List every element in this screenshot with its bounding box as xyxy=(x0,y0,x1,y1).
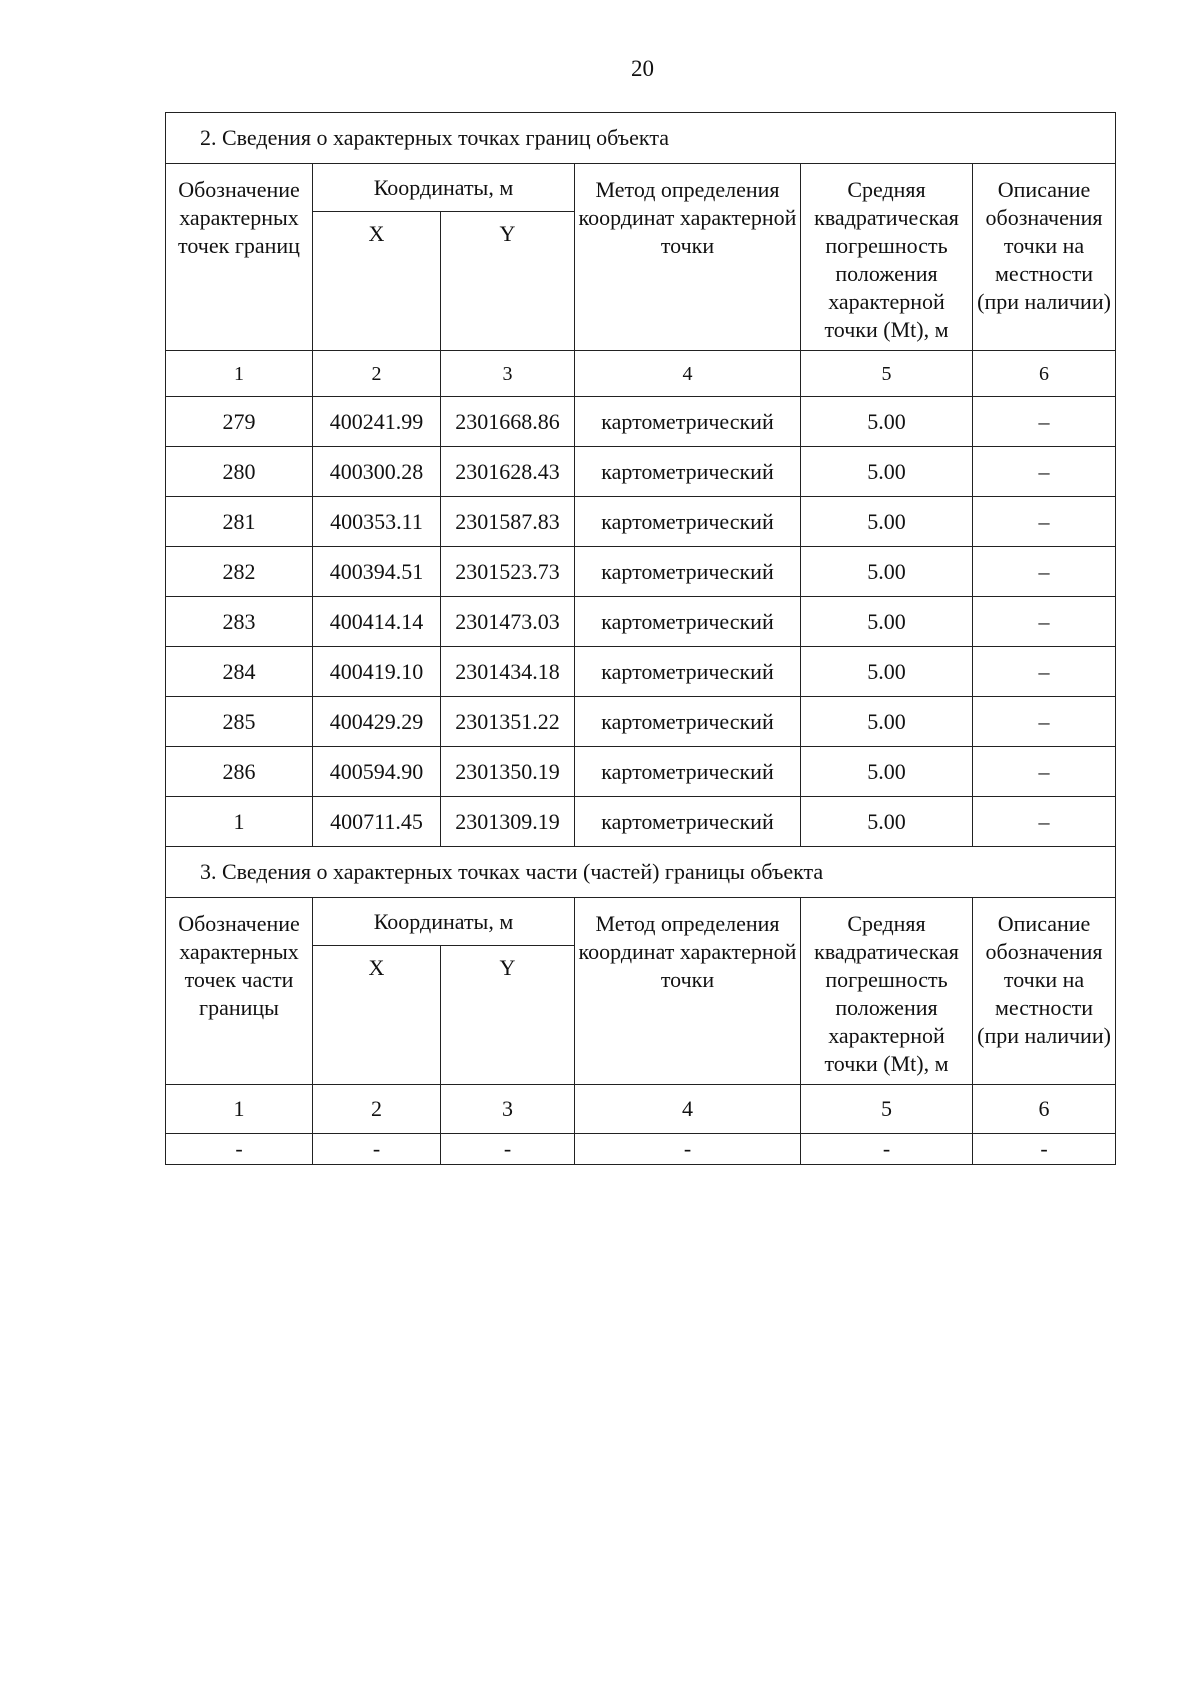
column-number: 4 xyxy=(575,351,801,397)
cell-error: 5.00 xyxy=(801,797,973,847)
cell-point: 283 xyxy=(166,597,313,647)
header-x: X xyxy=(313,946,441,1085)
cell-y: 2301628.43 xyxy=(441,447,575,497)
cell-point: 286 xyxy=(166,747,313,797)
column-number: 3 xyxy=(441,1085,575,1134)
cell-x: 400711.45 xyxy=(313,797,441,847)
cell-x: 400353.11 xyxy=(313,497,441,547)
empty-row xyxy=(166,1134,1116,1165)
cell-point: 281 xyxy=(166,497,313,547)
cell-description: – xyxy=(973,447,1116,497)
cell-point: 284 xyxy=(166,647,313,697)
empty-cell: - xyxy=(575,1134,801,1165)
cell-point: 285 xyxy=(166,697,313,747)
header-coordinates: Координаты, м xyxy=(313,898,575,946)
table-row xyxy=(166,797,1116,847)
cell-description: – xyxy=(973,697,1116,747)
cell-error: 5.00 xyxy=(801,497,973,547)
section-2-title: 2. Сведения о характерных точках границ объекта xyxy=(166,113,1116,164)
column-number: 1 xyxy=(166,351,313,397)
cell-error: 5.00 xyxy=(801,597,973,647)
header-coordinates: Координаты, м xyxy=(313,164,575,212)
cell-error: 5.00 xyxy=(801,547,973,597)
table-row xyxy=(166,497,1116,547)
cell-description: – xyxy=(973,747,1116,797)
column-number: 5 xyxy=(801,1085,973,1134)
section-3-title: 3. Сведения о характерных точках части (частей) границы объекта xyxy=(166,847,1116,898)
cell-y: 2301434.18 xyxy=(441,647,575,697)
cell-x: 400414.14 xyxy=(313,597,441,647)
cell-method: картометрический xyxy=(575,547,801,597)
table-row xyxy=(166,447,1116,497)
cell-x: 400300.28 xyxy=(313,447,441,497)
empty-cell: - xyxy=(166,1134,313,1165)
cell-error: 5.00 xyxy=(801,747,973,797)
cell-point: 282 xyxy=(166,547,313,597)
table-row xyxy=(166,597,1116,647)
cell-description: – xyxy=(973,647,1116,697)
cell-x: 400394.51 xyxy=(313,547,441,597)
cell-description: – xyxy=(973,597,1116,647)
column-numbers-row xyxy=(166,1085,1116,1134)
cell-y: 2301309.19 xyxy=(441,797,575,847)
header-y: Y xyxy=(441,212,575,351)
cell-y: 2301587.83 xyxy=(441,497,575,547)
cell-method: картометрический xyxy=(575,397,801,447)
cell-y: 2301350.19 xyxy=(441,747,575,797)
table-row xyxy=(166,647,1116,697)
cell-method: картометрический xyxy=(575,797,801,847)
empty-cell: - xyxy=(973,1134,1116,1165)
cell-point: 1 xyxy=(166,797,313,847)
table-row xyxy=(166,747,1116,797)
boundary-points-table xyxy=(165,112,1116,1165)
header-description: Описание обозначения точки на местности (при наличии) xyxy=(973,898,1116,1085)
cell-method: картометрический xyxy=(575,447,801,497)
column-number: 2 xyxy=(313,351,441,397)
cell-description: – xyxy=(973,797,1116,847)
header-designation: Обозначение характерных точек части границы xyxy=(166,898,313,1085)
cell-method: картометрический xyxy=(575,697,801,747)
empty-cell: - xyxy=(441,1134,575,1165)
cell-point: 280 xyxy=(166,447,313,497)
cell-description: – xyxy=(973,497,1116,547)
header-x: X xyxy=(313,212,441,351)
table-row xyxy=(166,397,1116,447)
cell-y: 2301351.22 xyxy=(441,697,575,747)
header-method: Метод определения координат характерной точки xyxy=(575,898,801,1085)
cell-error: 5.00 xyxy=(801,397,973,447)
column-number: 1 xyxy=(166,1085,313,1134)
column-number: 6 xyxy=(973,1085,1116,1134)
table-row xyxy=(166,697,1116,747)
column-number: 6 xyxy=(973,351,1116,397)
cell-error: 5.00 xyxy=(801,647,973,697)
header-y: Y xyxy=(441,946,575,1085)
cell-y: 2301473.03 xyxy=(441,597,575,647)
empty-cell: - xyxy=(801,1134,973,1165)
cell-point: 279 xyxy=(166,397,313,447)
column-numbers-row xyxy=(166,351,1116,397)
header-description: Описание обозначения точки на местности (при наличии) xyxy=(973,164,1116,351)
header-designation: Обозначение характерных точек границ xyxy=(166,164,313,351)
page-number: 20 xyxy=(631,56,654,81)
cell-error: 5.00 xyxy=(801,447,973,497)
header-error: Средняя квадратическая погрешность положения характерной точки (Mt), м xyxy=(801,898,973,1085)
cell-method: картометрический xyxy=(575,747,801,797)
column-number: 4 xyxy=(575,1085,801,1134)
cell-y: 2301523.73 xyxy=(441,547,575,597)
cell-method: картометрический xyxy=(575,497,801,547)
column-number: 2 xyxy=(313,1085,441,1134)
table-row xyxy=(166,547,1116,597)
header-method: Метод определения координат характерной точки xyxy=(575,164,801,351)
cell-description: – xyxy=(973,547,1116,597)
cell-x: 400241.99 xyxy=(313,397,441,447)
cell-y: 2301668.86 xyxy=(441,397,575,447)
cell-error: 5.00 xyxy=(801,697,973,747)
column-number: 3 xyxy=(441,351,575,397)
cell-x: 400594.90 xyxy=(313,747,441,797)
cell-method: картометрический xyxy=(575,647,801,697)
cell-x: 400429.29 xyxy=(313,697,441,747)
column-number: 5 xyxy=(801,351,973,397)
cell-description: – xyxy=(973,397,1116,447)
header-error: Средняя квадратическая погрешность положения характерной точки (Mt), м xyxy=(801,164,973,351)
cell-x: 400419.10 xyxy=(313,647,441,697)
cell-method: картометрический xyxy=(575,597,801,647)
empty-cell: - xyxy=(313,1134,441,1165)
